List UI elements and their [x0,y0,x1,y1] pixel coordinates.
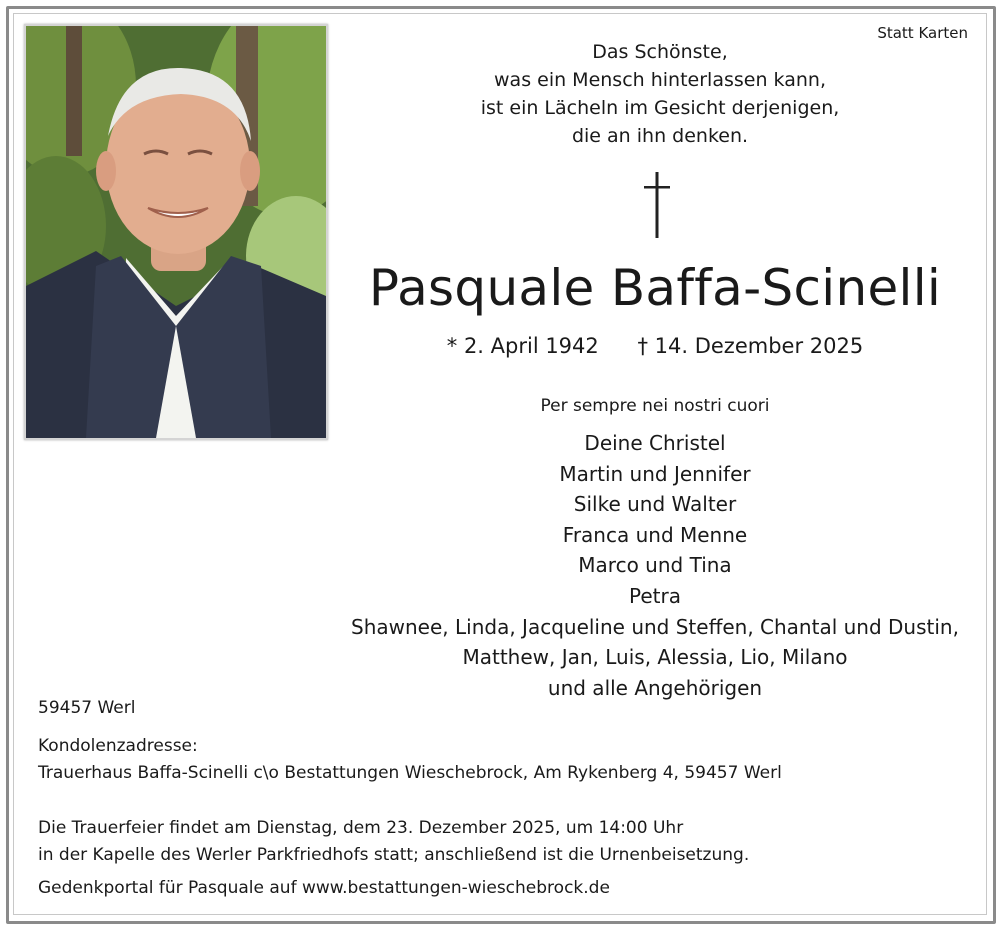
poem-line: ist ein Lächeln im Gesicht derjenigen, [480,97,840,119]
deceased-name: Pasquale Baffa-Scinelli [368,259,942,317]
portrait-photo [24,24,328,440]
life-dates [360,334,950,358]
family-line: Martin und Jennifer [559,461,751,486]
family-line: und alle Angehörigen [547,675,763,700]
city: 59457 Werl [38,698,136,718]
poem-line: die an ihn denken. [571,125,749,147]
cross-icon [642,172,672,238]
motto: Per sempre nei nostri cuori [540,396,770,416]
statt-karten-label: Statt Karten [877,24,968,42]
family-line: Marco und Tina [578,553,732,578]
memorial-portal-text: Gedenkportal für Pasquale auf www.bestattungen-wieschebrock.de [38,878,610,898]
family-line: Silke und Walter [573,492,737,517]
service-info-line: Die Trauerfeier findet am Dienstag, dem 23. Dezember 2025, um 14:00 Uhr [38,818,684,838]
poem-line: was ein Mensch hinterlassen kann, [494,69,826,91]
condolence-label: Kondolenzadresse: [38,736,198,756]
family-line: Petra [629,583,681,608]
family-line: Deine Christel [584,431,726,455]
family-line: Shawnee, Linda, Jacqueline und Steffen, Chantal und Dustin, [351,614,959,639]
birth-date: * 2. April 1942 [446,334,599,358]
poem-line: Das Schönste, [592,41,728,63]
poem [360,38,960,150]
condolence-address: Trauerhaus Baffa-Scinelli c\o Bestattungen Wieschebrock, Am Rykenberg 4, 59457 Werl [38,763,782,783]
family-list [330,428,980,703]
service-info-line: in der Kapelle des Werler Parkfriedhofs statt; anschließend ist die Urnenbeisetzung. [38,845,750,865]
death-date: † 14. Dezember 2025 [637,334,864,358]
family-line: Matthew, Jan, Luis, Alessia, Lio, Milano [462,645,848,670]
family-line: Franca und Menne [562,522,748,547]
